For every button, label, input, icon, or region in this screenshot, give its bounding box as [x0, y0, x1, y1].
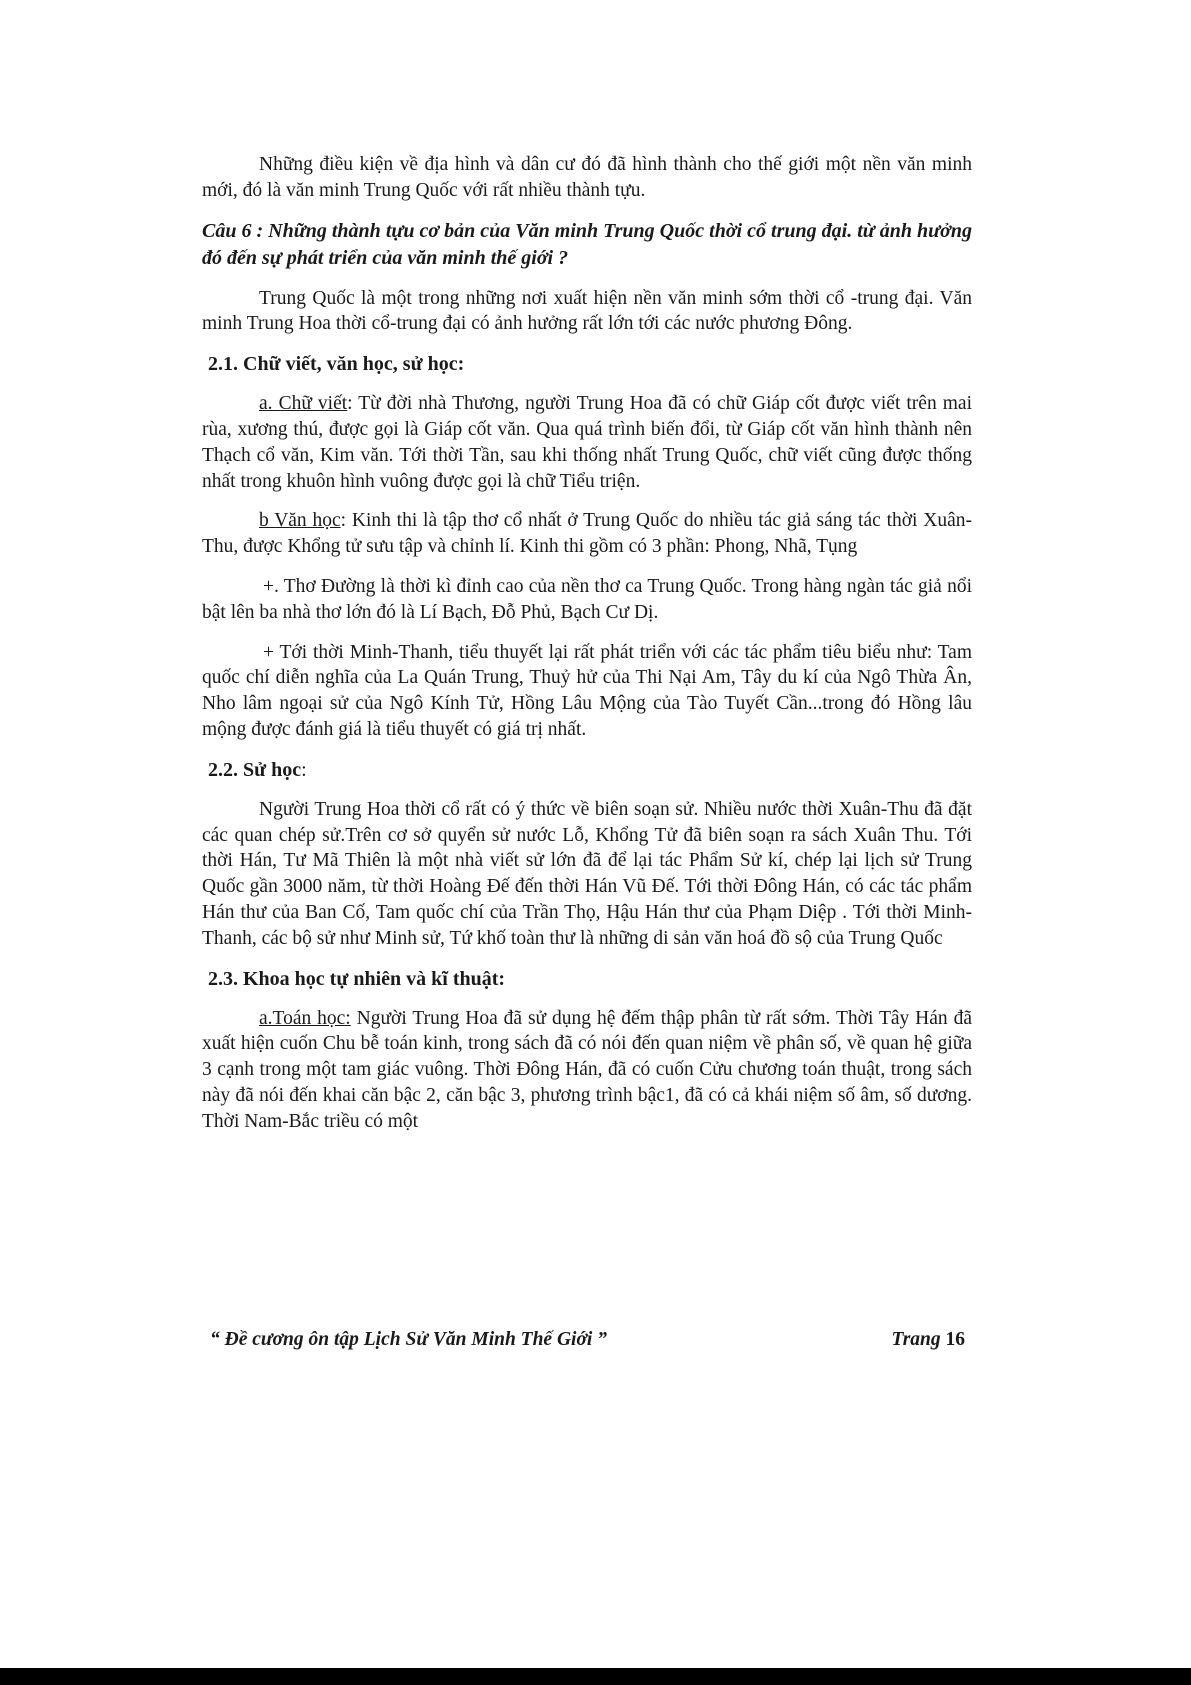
ming-qing-novels-paragraph: + Tới thời Minh-Thanh, tiểu thuyết lại rất phát triển với các tác phẩm tiêu biểu như: Tam quốc chí diễn nghĩa của La Quán Trung, Thuỷ hử của Thi Nại Am, Tây du kí của Ngô Thừa Ân, Nho lâm ngoại sử của Ngô Kính Tử, Hồng Lâu Mộng của Tào Tuyết Cần...trong đó Hồng lâu mộng được đánh giá là tiểu thuyết có giá trị nhất.	[202, 641, 972, 740]
overview-paragraph: Trung Quốc là một trong những nơi xuất hiện nền văn minh sớm thời cổ -trung đại. Văn minh Trung Hoa thời cổ-trung đại có ảnh hưởng rất lớn tới các nước phương Đông.	[202, 287, 972, 335]
page-number: 16	[945, 1329, 965, 1350]
history-heading-text: 2.2. Sử học	[208, 758, 302, 781]
writing-paragraph	[202, 391, 972, 494]
document-page	[202, 152, 972, 1135]
page-label: Trang	[891, 1329, 941, 1350]
tang-poetry-paragraph: +. Thơ Đường là thời kì đỉnh cao của nền thơ ca Trung Quốc. Trong hàng ngàn tác giả nổi bật lên ba nhà thơ lớn đó là Lí Bạch, Đỗ Phủ, Bạch Cư Dị.	[202, 575, 972, 623]
literature-label: b Văn học	[259, 510, 341, 532]
writing-label: a. Chữ viết	[259, 393, 348, 415]
intro-paragraph: Những điều kiện về địa hình và dân cư đó đã hình thành cho thế giới một nền văn minh mới, đó là văn minh Trung Quốc với rất nhiều thành tựu.	[202, 154, 972, 201]
section-heading-science: 2.3. Khoa học tự nhiên và kĩ thuật:	[208, 967, 506, 990]
history-paragraph: Người Trung Hoa thời cổ rất có ý thức về biên soạn sử. Nhiều nước thời Xuân-Thu đã đặt các quan chép sử.Trên cơ sở quyển sử nước Lỗ, Khổng Tử đã biên soạn ra sách Xuân Thu. Tới thời Hán, Tư Mã Thiên là một nhà viết sử lớn đã để lại tác Phẩm Sử kí, chép lại lịch sử Trung Quốc gần 3000 năm, từ thời Hoàng Đế đến thời Hán Vũ Đế. Tới thời Đông Hán, có các tác phẩm Hán thư của Ban Cố, Tam quốc chí của Trần Thọ, Hậu Hán thư của Phạm Diệp . Tới thời Minh-Thanh, các bộ sử như Minh sử, Tứ khố toàn thư là những di sản văn hoá đồ sộ của Trung Quốc	[202, 798, 972, 949]
literature-paragraph	[202, 508, 972, 560]
page-indicator	[892, 1329, 966, 1351]
literature-text: : Kinh thi là tập thơ cổ nhất ở Trung Quốc do nhiều tác giả sáng tác thời Xuân-Thu, được Khổng tử sưu tập và chỉnh lí. Kinh thi gồm có 3 phần: Phong, Nhã, Tụng	[202, 510, 972, 558]
section-heading-writing-literature: 2.1. Chữ viết, văn học, sử học:	[208, 353, 465, 376]
question-title: Câu 6 : Những thành tựu cơ bản của Văn minh Trung Quốc thời cổ trung đại. từ ảnh hưởng đó đến sự phát triển của văn minh thế giới ?	[202, 219, 972, 269]
scan-bottom-edge	[0, 1668, 1191, 1685]
writing-text: : Từ đời nhà Thương, người Trung Hoa đã có chữ Giáp cốt được viết trên mai rùa, xương thú, được gọi là Giáp cốt văn. Qua quá trình biến đổi, từ Giáp cốt văn hình thành nên Thạch cổ văn, Kim văn. Tới thời Tần, sau khi thống nhất Trung Quốc, chữ viết cũng được thống nhất trong khuôn hình vuông được gọi là chữ Tiểu triện.	[202, 393, 972, 492]
history-heading-colon: :	[301, 758, 307, 781]
section-heading-history	[202, 757, 972, 783]
page-footer	[210, 1329, 965, 1351]
footer-title: “ Đề cương ôn tập Lịch Sử Văn Minh Thế Giới ”	[210, 1329, 607, 1350]
math-label: a.Toán học:	[259, 1007, 351, 1029]
math-paragraph	[202, 1006, 972, 1135]
math-text: Người Trung Hoa đã sử dụng hệ đếm thập phân từ rất sớm. Thời Tây Hán đã xuất hiện cuốn Chu bễ toán kinh, trong sách đã có nói đến quan niệm về phân số, về quan hệ giữa 3 cạnh trong một tam giác vuông. Thời Đông Hán, đã có cuốn Cửu chương toán thuật, trong sách này đã nói đến khai căn bậc 2, căn bậc 3, phương trình bậc1, đã có cả khái niệm số âm, số dương. Thời Nam-Bắc triều có một	[202, 1007, 972, 1132]
